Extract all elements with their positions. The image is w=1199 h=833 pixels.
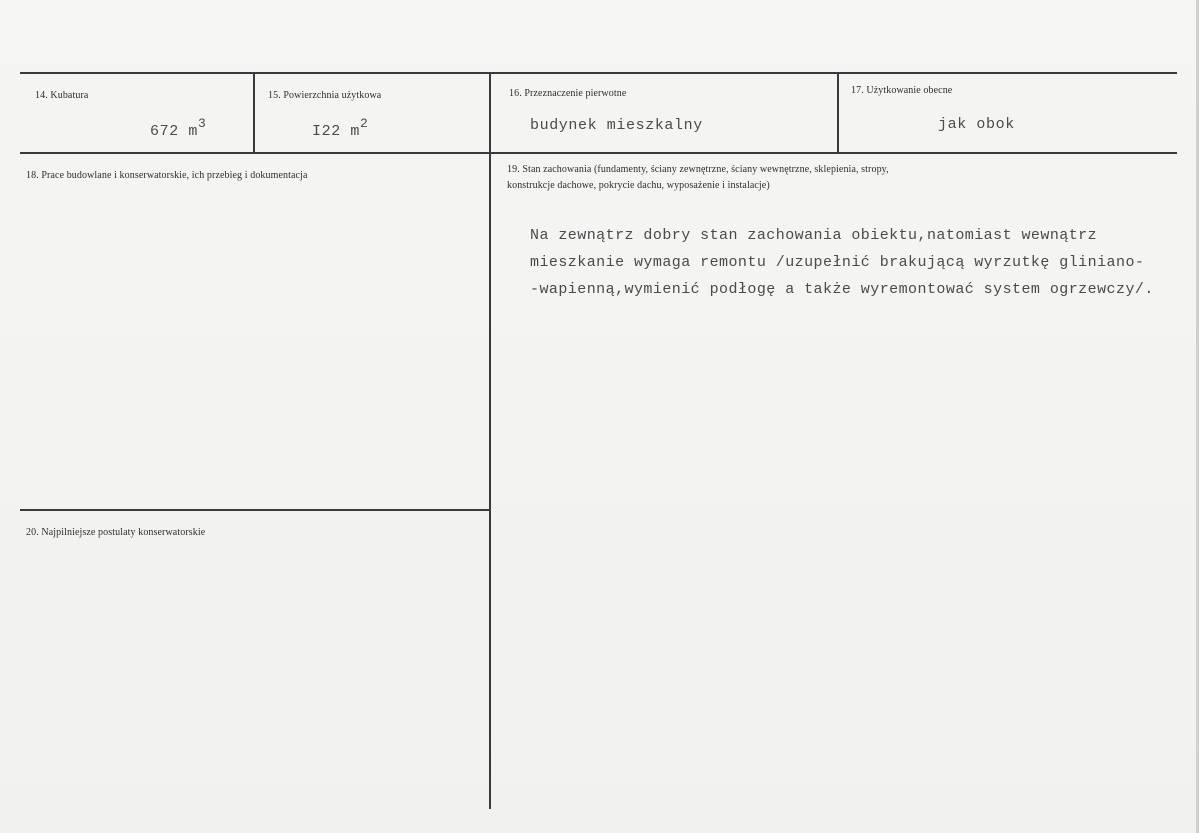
kubatura-number: 672 m xyxy=(150,123,199,140)
row1-divider-1 xyxy=(253,72,255,154)
prace-label: 18. Prace budowlane i konserwatorskie, ich przebieg i dokumentacja xyxy=(26,170,308,181)
uzytkowanie-value: jak obok xyxy=(938,116,1015,133)
przeznaczenie-value: budynek mieszkalny xyxy=(530,117,703,134)
stan-text-line: mieszkanie wymaga remontu /uzupełnić brakującą wyrzutkę gliniano- xyxy=(530,254,1145,271)
kubatura-label: 14. Kubatura xyxy=(35,90,89,101)
stan-label-line1: 19. Stan zachowania (fundamenty, ściany zewnętrzne, ściany wewnętrzne, sklepienia, stropy, xyxy=(507,164,889,175)
stan-label-line2: konstrukcje dachowe, pokrycie dachu, wyposażenie i instalacje) xyxy=(507,180,770,191)
kubatura-unit-exponent: 3 xyxy=(198,116,207,131)
uzytkowanie-label: 17. Użytkowanie obecne xyxy=(851,85,953,96)
postulaty-label: 20. Najpilniejsze postulaty konserwatorskie xyxy=(26,527,206,538)
stan-text-line: Na zewnątrz dobry stan zachowania obiektu,natomiast wewnątrz xyxy=(530,227,1098,244)
powierzchnia-value xyxy=(312,118,368,140)
main-column-divider xyxy=(489,72,491,809)
left-column-divider-rule xyxy=(20,509,490,511)
stan-text-line: -wapienną,wymienić podłogę a także wyremontować system ogrzewczy/. xyxy=(530,281,1154,298)
przeznaczenie-label: 16. Przeznaczenie pierwotne xyxy=(509,88,627,99)
top-rule xyxy=(20,72,1177,74)
row1-divider-3 xyxy=(837,72,839,154)
powierzchnia-number: I22 m xyxy=(312,123,361,140)
row1-bottom-rule xyxy=(20,152,1177,154)
stan-description xyxy=(530,222,1154,303)
powierzchnia-label: 15. Powierzchnia użytkowa xyxy=(268,90,382,101)
powierzchnia-unit-exponent: 2 xyxy=(360,116,369,131)
kubatura-value xyxy=(150,118,206,140)
